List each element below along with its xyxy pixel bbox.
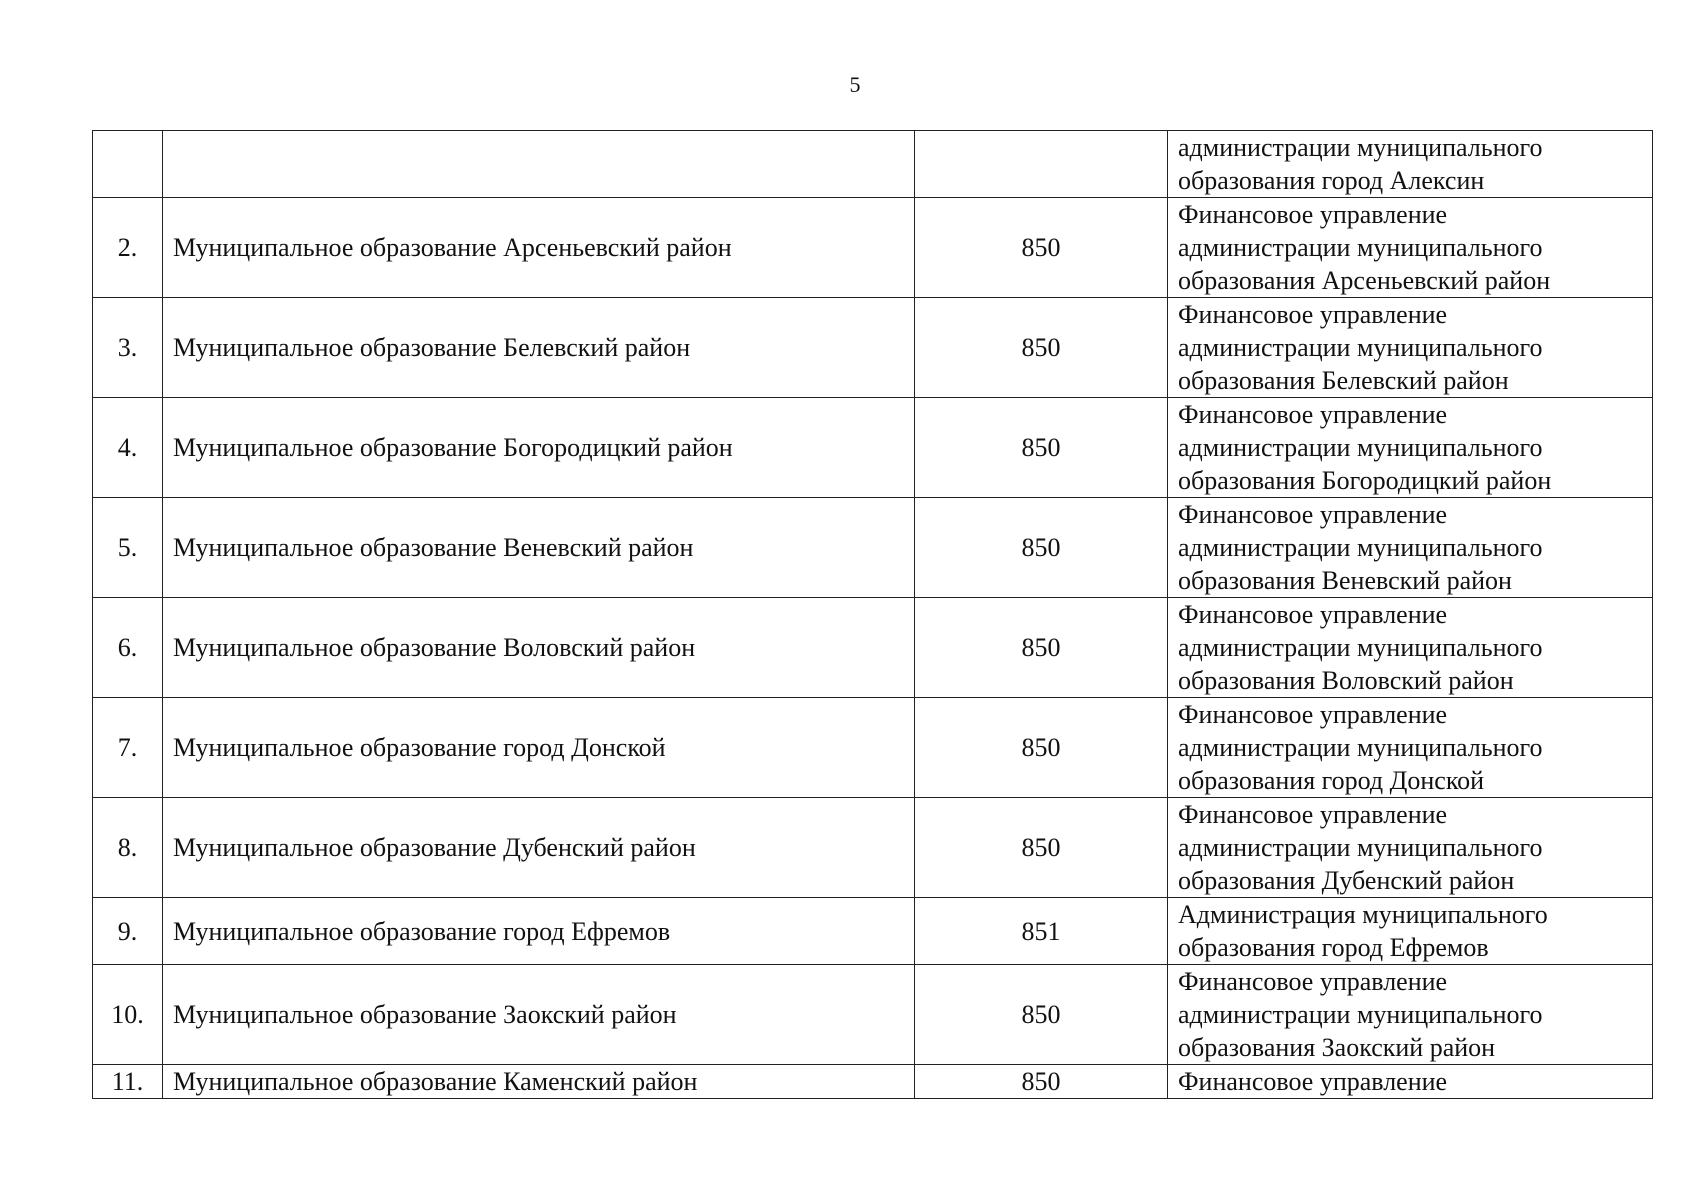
- municipality-name-cell: [163, 131, 915, 198]
- municipality-name-cell: Муниципальное образование Заокский район: [163, 965, 915, 1065]
- financial-body-cell: Финансовое управление администрации муниципального образования Заокский район: [1168, 965, 1653, 1065]
- financial-body-cell: Финансовое управление администрации муниципального образования Воловский район: [1168, 598, 1653, 698]
- budget-code-cell: 850: [915, 298, 1168, 398]
- table-row: [93, 898, 1653, 965]
- page-number: 5: [849, 72, 861, 97]
- table-row: [93, 798, 1653, 898]
- municipality-name-cell: Муниципальное образование Каменский район: [163, 1065, 915, 1099]
- table-row: [93, 498, 1653, 598]
- municipality-name-cell: Муниципальное образование город Донской: [163, 698, 915, 798]
- budget-code-cell: 850: [915, 398, 1168, 498]
- budget-code-cell: 850: [915, 698, 1168, 798]
- financial-body-cell: Финансовое управление администрации муниципального образования город Донской: [1168, 698, 1653, 798]
- municipality-name-cell: Муниципальное образование Белевский район: [163, 298, 915, 398]
- table-row: [93, 298, 1653, 398]
- financial-body-cell: Финансовое управление администрации муниципального образования Дубенский район: [1168, 798, 1653, 898]
- financial-body-cell: Финансовое управление: [1168, 1065, 1653, 1099]
- financial-body-cell: Финансовое управление администрации муниципального образования Арсеньевский район: [1168, 198, 1653, 298]
- financial-body-cell: Финансовое управление администрации муниципального образования Веневский район: [1168, 498, 1653, 598]
- budget-code-cell: 850: [915, 798, 1168, 898]
- municipality-name-cell: Муниципальное образование Воловский район: [163, 598, 915, 698]
- registry-table-body: [93, 131, 1653, 1099]
- row-number-cell: 10.: [93, 965, 163, 1065]
- table-row: [93, 965, 1653, 1065]
- budget-code-cell: [915, 131, 1168, 198]
- municipal-registry-table: [92, 130, 1653, 1099]
- budget-code-cell: 850: [915, 198, 1168, 298]
- table-row: [93, 698, 1653, 798]
- municipality-name-cell: Муниципальное образование Арсеньевский район: [163, 198, 915, 298]
- row-number-cell: 4.: [93, 398, 163, 498]
- table-row: [93, 131, 1653, 198]
- row-number-cell: 5.: [93, 498, 163, 598]
- row-number-cell: 6.: [93, 598, 163, 698]
- row-number-cell: [93, 131, 163, 198]
- budget-code-cell: 851: [915, 898, 1168, 965]
- financial-body-cell: администрации муниципального образования город Алексин: [1168, 131, 1653, 198]
- municipality-name-cell: Муниципальное образование Богородицкий район: [163, 398, 915, 498]
- table-row: [93, 1065, 1653, 1099]
- municipality-name-cell: Муниципальное образование город Ефремов: [163, 898, 915, 965]
- row-number-cell: 3.: [93, 298, 163, 398]
- municipality-name-cell: Муниципальное образование Веневский район: [163, 498, 915, 598]
- row-number-cell: 9.: [93, 898, 163, 965]
- financial-body-cell: Администрация муниципального образования город Ефремов: [1168, 898, 1653, 965]
- budget-code-cell: 850: [915, 498, 1168, 598]
- municipality-name-cell: Муниципальное образование Дубенский район: [163, 798, 915, 898]
- row-number-cell: 7.: [93, 698, 163, 798]
- budget-code-cell: 850: [915, 965, 1168, 1065]
- row-number-cell: 11.: [93, 1065, 163, 1099]
- budget-code-cell: 850: [915, 598, 1168, 698]
- budget-code-cell: 850: [915, 1065, 1168, 1099]
- row-number-cell: 2.: [93, 198, 163, 298]
- table-row: [93, 398, 1653, 498]
- financial-body-cell: Финансовое управление администрации муниципального образования Белевский район: [1168, 298, 1653, 398]
- row-number-cell: 8.: [93, 798, 163, 898]
- table-row: [93, 598, 1653, 698]
- financial-body-cell: Финансовое управление администрации муниципального образования Богородицкий район: [1168, 398, 1653, 498]
- table-row: [93, 198, 1653, 298]
